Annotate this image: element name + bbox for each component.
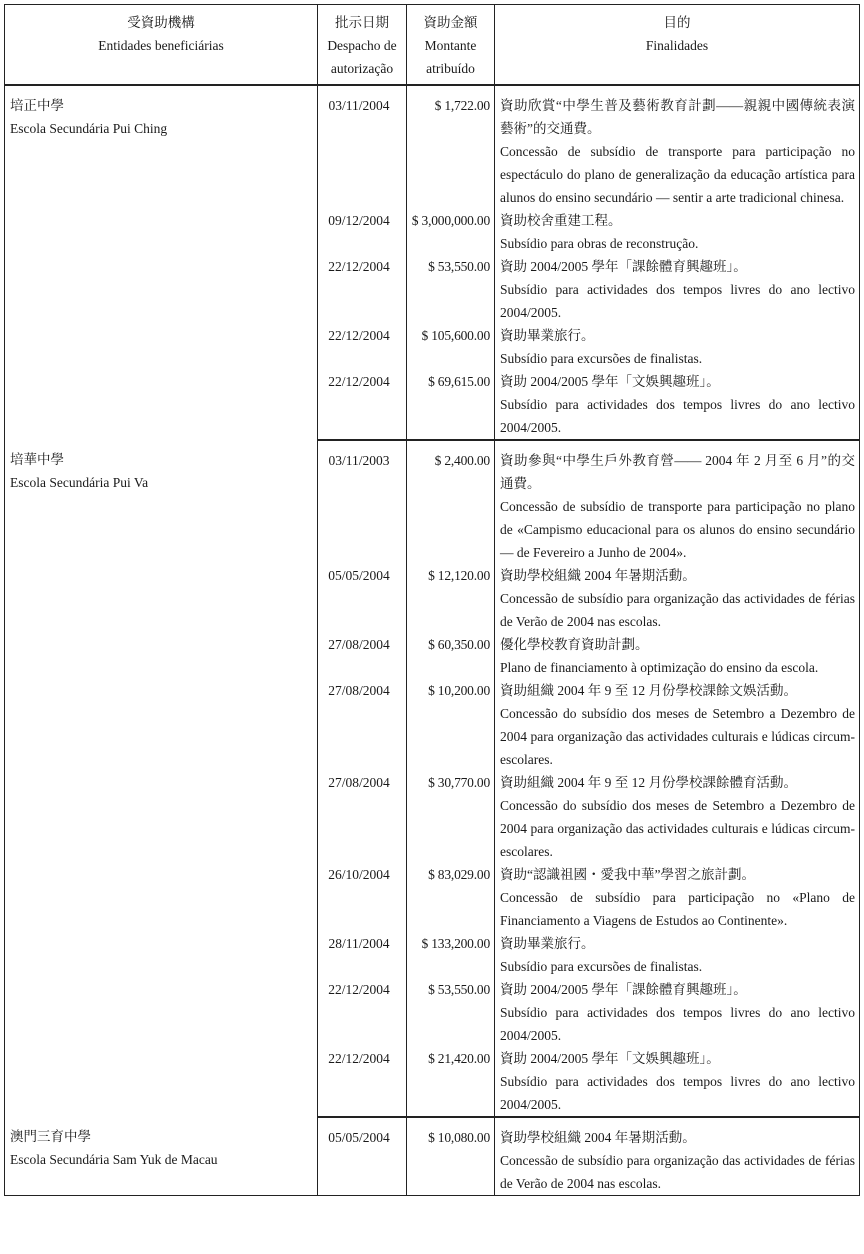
- amount-cell: $ 83,029.00: [407, 863, 495, 932]
- header-entity-zh: 受資助機構: [127, 15, 195, 30]
- entity-name-pt: Escola Secundária Pui Va: [10, 475, 149, 490]
- amount-cell: $ 10,200.00: [407, 679, 495, 771]
- purpose-cell: [495, 324, 860, 370]
- date-cell: 27/08/2004: [318, 679, 407, 771]
- purpose-text-zh: 資助組織 2004 年 9 至 12 月份學校課餘文娛活動。: [500, 683, 797, 698]
- purpose-text-pt: Subsídio para obras de reconstrução.: [500, 236, 699, 251]
- header-entity: [5, 5, 318, 86]
- header-amount: [407, 5, 495, 86]
- amount-cell: $ 12,120.00: [407, 564, 495, 633]
- document-page: [4, 4, 859, 1196]
- header-date: [318, 5, 407, 86]
- date-cell: 22/12/2004: [318, 1047, 407, 1117]
- purpose-cell: [495, 679, 860, 771]
- header-date-pt-2: autorização: [330, 61, 394, 76]
- amount-cell: $ 1,722.00: [407, 85, 495, 209]
- purpose-text-pt: Concessão de subsídio para participação no «Plano de Financiamento a Viagens de Estudos ao Continente».: [500, 890, 855, 928]
- purpose-text-pt: Plano de financiamento à optimização do ensino da escola.: [500, 660, 819, 675]
- purpose-cell: [495, 85, 860, 209]
- purpose-text-zh: 資助 2004/2005 學年「課餘體育興趣班」。: [500, 982, 747, 997]
- purpose-text-zh: 資助學校組織 2004 年暑期活動。: [500, 1130, 696, 1145]
- purpose-text-pt: Subsídio para actividades dos tempos livres do ano lectivo 2004/2005.: [500, 282, 855, 320]
- purpose-text-zh: 資助 2004/2005 學年「文娛興趣班」。: [500, 1051, 720, 1066]
- header-amount-pt-1: Montante: [424, 38, 477, 53]
- amount-cell: $ 69,615.00: [407, 370, 495, 440]
- purpose-text-zh: 資助畢業旅行。: [500, 936, 595, 951]
- date-cell: 27/08/2004: [318, 633, 407, 679]
- purpose-cell: [495, 564, 860, 633]
- entity-name-pt: Escola Secundária Pui Ching: [10, 121, 168, 136]
- table-row: [5, 85, 860, 209]
- date-cell: 22/12/2004: [318, 255, 407, 324]
- date-cell: 03/11/2004: [318, 85, 407, 209]
- purpose-text-zh: 資助“認識祖國・愛我中華”學習之旅計劃。: [500, 867, 755, 882]
- header-amount-pt-2: atribuído: [426, 61, 475, 76]
- date-cell: 22/12/2004: [318, 978, 407, 1047]
- purpose-text-zh: 資助欣賞“中學生普及藝術教育計劃——親親中國傳統表演藝術”的交通費。: [500, 98, 855, 136]
- entity-cell: [5, 440, 318, 1117]
- purpose-cell: [495, 1047, 860, 1117]
- entity-cell: [5, 85, 318, 440]
- purpose-text-zh: 資助組織 2004 年 9 至 12 月份學校課餘體育活動。: [500, 775, 797, 790]
- purpose-text-zh: 資助校舍重建工程。: [500, 213, 622, 228]
- purpose-cell: [495, 370, 860, 440]
- amount-cell: $ 3,000,000.00: [407, 209, 495, 255]
- purpose-text-zh: 資助畢業旅行。: [500, 328, 595, 343]
- purpose-text-pt: Concessão de subsídio para organização das actividades de férias de Verão de 2004 nas escolas.: [500, 591, 855, 629]
- table-header-row: [5, 5, 860, 86]
- purpose-cell: [495, 978, 860, 1047]
- purpose-text-zh: 資助學校組織 2004 年暑期活動。: [500, 568, 696, 583]
- table-row: [5, 1117, 860, 1196]
- header-purpose-zh: 目的: [663, 15, 691, 30]
- header-amount-zh: 資助金額: [423, 15, 478, 30]
- purpose-text-pt: Concessão de subsídio para organização das actividades de férias de Verão de 2004 nas escolas.: [500, 1153, 855, 1191]
- purpose-text-pt: Concessão do subsídio dos meses de Setembro a Dezembro de 2004 para organização das actividades culturais e lúdicas circum-escolares.: [500, 798, 855, 859]
- date-cell: 05/05/2004: [318, 1117, 407, 1196]
- purpose-cell: [495, 209, 860, 255]
- subsidy-table: [4, 4, 860, 1196]
- amount-cell: $ 30,770.00: [407, 771, 495, 863]
- table-row: [5, 440, 860, 564]
- date-cell: 26/10/2004: [318, 863, 407, 932]
- amount-cell: $ 10,080.00: [407, 1117, 495, 1196]
- date-cell: 27/08/2004: [318, 771, 407, 863]
- purpose-text-zh: 資助 2004/2005 學年「文娛興趣班」。: [500, 374, 720, 389]
- header-date-zh: 批示日期: [335, 15, 389, 30]
- purpose-cell: [495, 440, 860, 564]
- date-cell: 22/12/2004: [318, 324, 407, 370]
- entity-name-zh: 培正中學: [10, 98, 64, 113]
- purpose-text-pt: Subsídio para actividades dos tempos livres do ano lectivo 2004/2005.: [500, 1074, 855, 1112]
- purpose-text-pt: Concessão de subsídio de transporte para participação no plano de «Campismo educacional para os alunos do ensino secundário — de Fevereiro a Junho de 2004».: [500, 499, 855, 560]
- date-cell: 28/11/2004: [318, 932, 407, 978]
- purpose-text-zh: 資助 2004/2005 學年「課餘體育興趣班」。: [500, 259, 747, 274]
- purpose-text-zh: 優化學校教育資助計劃。: [500, 637, 649, 652]
- entity-cell: [5, 1117, 318, 1196]
- amount-cell: $ 133,200.00: [407, 932, 495, 978]
- date-cell: 03/11/2003: [318, 440, 407, 564]
- date-cell: 05/05/2004: [318, 564, 407, 633]
- purpose-cell: [495, 1117, 860, 1196]
- amount-cell: $ 2,400.00: [407, 440, 495, 564]
- amount-cell: $ 53,550.00: [407, 255, 495, 324]
- entity-name-zh: 培華中學: [10, 452, 64, 467]
- header-date-pt-1: Despacho de: [327, 38, 397, 53]
- purpose-text-zh: 資助參與“中學生戶外教育營—— 2004 年 2 月至 6 月”的交通費。: [500, 453, 855, 491]
- purpose-cell: [495, 633, 860, 679]
- header-purpose: [495, 5, 860, 86]
- purpose-cell: [495, 771, 860, 863]
- purpose-text-pt: Subsídio para actividades dos tempos livres do ano lectivo 2004/2005.: [500, 397, 855, 435]
- purpose-text-pt: Subsídio para excursões de finalistas.: [500, 959, 703, 974]
- purpose-cell: [495, 863, 860, 932]
- purpose-text-pt: Subsídio para actividades dos tempos livres do ano lectivo 2004/2005.: [500, 1005, 855, 1043]
- purpose-cell: [495, 932, 860, 978]
- amount-cell: $ 105,600.00: [407, 324, 495, 370]
- amount-cell: $ 60,350.00: [407, 633, 495, 679]
- purpose-text-pt: Concessão de subsídio de transporte para participação no espectáculo do plano de generalização da educação artística para alunos do ensino secundário — sentir a arte tradicional chinesa.: [500, 144, 855, 205]
- amount-cell: $ 53,550.00: [407, 978, 495, 1047]
- amount-cell: $ 21,420.00: [407, 1047, 495, 1117]
- purpose-cell: [495, 255, 860, 324]
- table-body: [5, 85, 860, 1196]
- header-purpose-pt: Finalidades: [645, 38, 709, 53]
- entity-name-zh: 澳門三育中學: [10, 1129, 91, 1144]
- date-cell: 09/12/2004: [318, 209, 407, 255]
- purpose-text-pt: Concessão do subsídio dos meses de Setembro a Dezembro de 2004 para organização das actividades culturais e lúdicas circum-escolares.: [500, 706, 855, 767]
- date-cell: 22/12/2004: [318, 370, 407, 440]
- entity-name-pt: Escola Secundária Sam Yuk de Macau: [10, 1152, 218, 1167]
- purpose-text-pt: Subsídio para excursões de finalistas.: [500, 351, 703, 366]
- header-entity-pt: Entidades beneficiárias: [98, 38, 224, 53]
